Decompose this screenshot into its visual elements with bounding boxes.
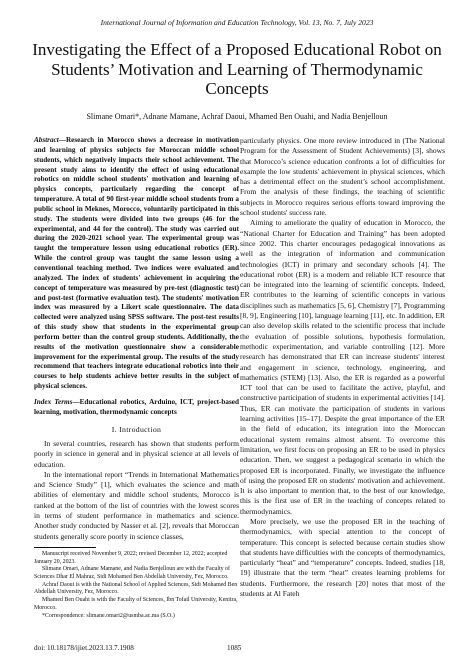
footnote-affiliation-1: Slimane Omari, Adnane Mamane, and Nadia Benjelloun are with the Faculty of Sciences Dhar El Mahraz, Sidi Mohamed Ben Abdellah University, Fez, Morocco.	[34, 566, 230, 580]
section-heading-introduction: I. Introduction	[111, 424, 162, 434]
intro-paragraph-1: In several countries, research has shown that students perform poorly in science in general and in physical science at all levels of education.	[34, 438, 239, 469]
abstract-lead: Abstract	[34, 136, 59, 144]
journal-header: International Journal of Information and Education Technology, Vol. 13, No. 7, July 2023	[100, 18, 374, 27]
intro-paragraph-2: In the international report “Trends in International Mathematics and Science Study” [1], which evaluates the science and math abilities of elementary and middle school students, Morocco is ranked at the bottom of the list of countries with the lowest scores in terms of student performance in mathematics and science. Another study conducted by Nasser et al. [2], reveals that Moroccan students generally score poorly in science classes,	[34, 469, 239, 541]
footnote-affiliation-2: Achraf Daoui is with the National School of Applied Sciences, Sidi Mohamed Ben Abdellah University, Fez, Morocco.	[34, 581, 238, 596]
right-column	[240, 136, 445, 599]
index-terms-lead: Index Terms	[34, 397, 73, 406]
page-number: 1085	[227, 644, 242, 652]
left-column	[34, 136, 239, 620]
paper-title: Investigating the Effect of a Proposed Educational Robot on Students’ Motivation and Learning of Thermodynamic Concepts	[32, 40, 442, 98]
index-terms-body: —Educational robotics, Arduino, ICT, project-based learning, motivation, thermodynamic concepts	[34, 397, 239, 416]
body-paragraph-3: More precisely, we use the proposed ER in the teaching of thermodynamics, with special attention to the concept of temperature. This concept is selected because certain studies show that students have difficulties with the concepts of thermodynamics, particularly “heat” and “temperature” concepts. Indeed, studies [18, 19] illustrate that the term “heat” creates learning problems for students. Furthermore, the research [20] notes that most of the students at Al Fateh	[240, 516, 445, 599]
abstract	[34, 136, 239, 392]
index-terms	[34, 398, 239, 418]
abstract-body: —Research in Morocco shows a decrease in motivation and learning of physics subjects for Moroccan middle school students, which negatively impacts their school achievement. The present study aims to identify the effect of using educational robotics on middle school students' motivation and learning of physics concepts, particularly regarding the concept of temperature. A total of 90 first-year middle school students from a public school in Meknes, Morocco, voluntarily participated in this study. The students were divided into two groups (46 for the experimental, and 44 for the control). The study was carried out during the 2020-2021 school year. The experimental group was taught the temperature lesson using educational robotics (ER). While the control group was taught the same lesson using a conventional teaching method. Two indices were evaluated and analyzed. The index of students' achievement in acquiring the concept of temperature was measured by pre-test (diagnostic test) and post-test (formative evaluation test). The students' motivation index was measured by a Likert scale questionnaire. The data collected were analyzed using SPSS software. The post-test results of this study show that students in the experimental group perform better than the control group students. Additionally, the results of the motivation questionnaire show a considerable improvement for the experimental group. The results of the study recommend that teachers integrate educational robotics into their courses to help students achieve better results in the subject of physical sciences.	[34, 136, 239, 391]
footnote-affiliation-3: Mhamed Ben Ouahi is with the Faculty of Sciences, Ibn Tofail University, Kenitra, Morocco.	[34, 597, 238, 611]
doi-footer: doi: 10.18178/ijiet.2023.13.7.1908	[34, 644, 134, 652]
footnote-rule	[34, 547, 96, 548]
body-paragraph-2: Aiming to ameliorate the quality of education in Morocco, the “National Charter for Education and Training” has been adopted since 2002. This charter encourages pedagogical innovations as well as the integration of information and communication technologies (ICT) in primary and secondary schools [4]. The educational robot (ER) is a modern and reliable ICT resource that can be integrated into the learning of scientific concepts. Indeed, ER contributes to the learning of scientific concepts in various disciplines such as mathematics [5, 6], Chemistry [7], Programming [8, 9], Engineering [10], language learning [11], etc. In addition, ER can also develop skills related to the scientific process that include the evaluation of possible solutions, hypothesis formulation, methodic experimentation, and variable controlling [12]. More research has demonstrated that ER can increase students' interest and engagement in science, technology, engineering, and mathematics (STEM) [13]. Also, the ER is regarded as a powerful ICT tool that can be used to facilitate the active, playful, and constructive participation of students in experimental activities [14]. Thus, ER can motivate the participation of students in various learning activities [15–17]. Despite the great importance of the ER in the field of education, its integration into the Moroccan educational system remains almost absent. To overcome this limitation, we first focus on proposing an ER to be used in physics education. Then, we suggest a pedagogical scenario in which the proposed ER is incorporated. Finally, we investigate the influence of using the proposed ER on students' motivation and achievement. It is also important to mention that, to the best of our knowledge, this is the first use of ER in the teaching of concepts related to thermodynamics.	[240, 218, 445, 516]
footnote-manuscript: Manuscript received November 9, 2022; revised December 12, 2022; accepted January 20, 2023.	[34, 550, 228, 565]
footnote-correspondence: *Correspondence: slimane.omari2@usmba.ac.ma (S.O.)	[42, 612, 175, 619]
body-paragraph-1: particularly physics. One more review introduced in (The National Program for the Assessment of Student Achievements) [3], shows that Morocco’s science education confronts a lot of difficulties for example the low students' achievement in physical sciences, which has a detrimental effect on the student’s school accomplishment. From the analysis of these findings, the teaching of scientific subjects in Morocco requires serious efforts toward improving the school students' success rate.	[240, 136, 445, 218]
author-list: Slimane Omari*, Adnane Mamane, Achraf Daoui, Mhamed Ben Ouahi, and Nadia Benjelloun	[86, 112, 388, 121]
